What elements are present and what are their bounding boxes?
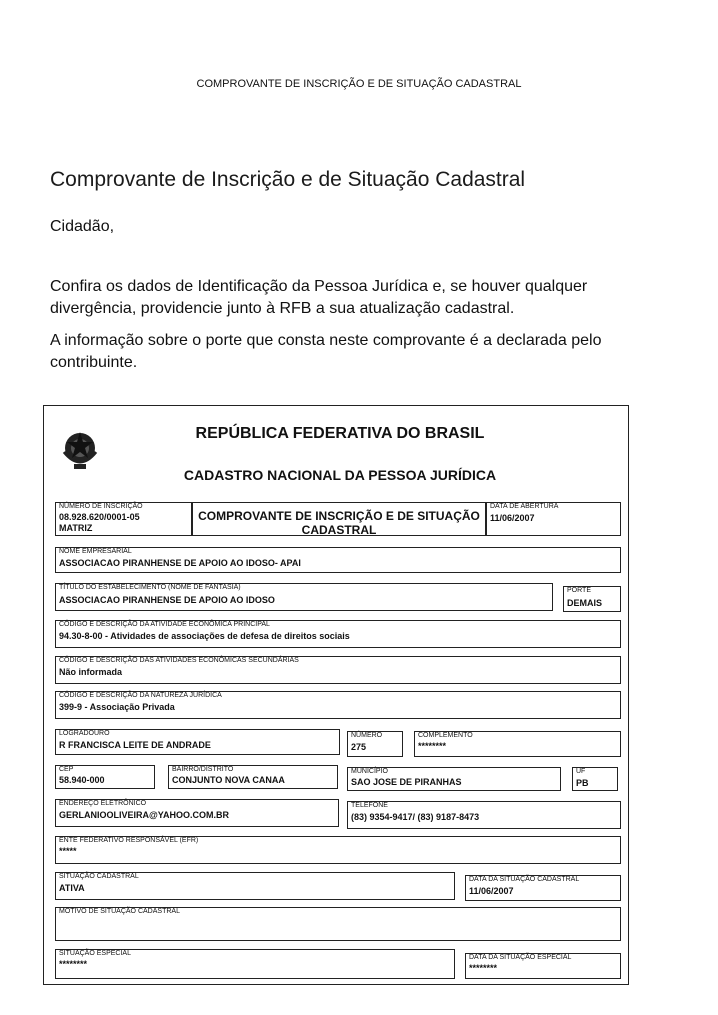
field-label: SITUAÇÃO CADASTRAL [59, 873, 139, 880]
field-label: COMPLEMENTO [418, 732, 473, 739]
field-label: LOGRADOURO [59, 730, 110, 737]
field-label: BAIRRO/DISTRITO [172, 766, 234, 773]
registry-title: CADASTRO NACIONAL DA PESSOA JURÍDICA [183, 467, 497, 483]
field-value: DEMAIS [567, 598, 603, 608]
field-cep [55, 765, 155, 789]
field-uf [572, 767, 618, 791]
field-data-abertura [486, 502, 621, 536]
field-numero [347, 731, 403, 757]
field-municipio [347, 767, 561, 791]
field-value: ******** [469, 963, 498, 973]
field-value: ***** [59, 846, 77, 856]
field-situacao-cadastral [55, 872, 455, 900]
field-logradouro [55, 729, 340, 755]
field-label: PORTE [567, 587, 591, 594]
field-value: SAO JOSE DE PIRANHAS [351, 777, 462, 787]
field-value: CONJUNTO NOVA CANAA [172, 775, 285, 785]
field-value: R FRANCISCA LEITE DE ANDRADE [59, 740, 211, 750]
coat-of-arms-icon [60, 428, 100, 472]
field-label: CÓDIGO E DESCRIÇÃO DA NATUREZA JURÍDICA [59, 692, 222, 699]
field-value: ATIVA [59, 883, 85, 893]
field-label: TÍTULO DO ESTABELECIMENTO (NOME DE FANTASIA) [59, 584, 241, 591]
field-numero-inscricao [55, 502, 192, 536]
field-label: NOME EMPRESARIAL [59, 548, 132, 555]
field-value: Não informada [59, 667, 123, 677]
field-natureza-juridica [55, 691, 621, 719]
field-value: 58.940-000 [59, 775, 105, 785]
doc-title: COMPROVANTE DE INSCRIÇÃO E DE SITUAÇÃO CADASTRAL [198, 509, 480, 537]
field-data-situacao-especial [465, 953, 621, 979]
field-value: ******** [59, 959, 88, 969]
field-value: PB [576, 778, 589, 788]
field-label: DATA DE ABERTURA [490, 503, 559, 510]
field-titulo-estabelecimento [55, 583, 553, 611]
field-label: CEP [59, 766, 74, 773]
field-motivo-situacao [55, 907, 621, 941]
field-nome-empresarial [55, 547, 621, 573]
field-bairro [168, 765, 338, 789]
field-complemento [414, 731, 621, 757]
field-telefone [347, 801, 621, 829]
field-label: NÚMERO [351, 732, 383, 739]
field-value: 399-9 - Associação Privada [59, 702, 175, 712]
field-label: ENTE FEDERATIVO RESPONSÁVEL (EFR) [59, 837, 199, 844]
field-label: DATA DA SITUAÇÃO ESPECIAL [469, 954, 572, 961]
field-atividade-principal [55, 620, 621, 648]
field-label: MUNICÍPIO [351, 768, 388, 775]
field-value: 11/06/2007 [469, 886, 514, 896]
field-label: MOTIVO DE SITUAÇÃO CADASTRAL [59, 908, 180, 915]
field-value-secondary: MATRIZ [59, 523, 93, 533]
field-value: ******** [418, 741, 447, 751]
greeting-text: Cidadão, [50, 218, 115, 235]
field-value: 94.30-8-00 - Atividades de associações de defesa de direitos sociais [59, 631, 350, 641]
field-data-situacao [465, 875, 621, 901]
field-situacao-especial [55, 949, 455, 979]
field-label: CÓDIGO E DESCRIÇÃO DA ATIVIDADE ECONÔMICA PRINCIPAL [59, 621, 270, 628]
republic-title: REPÚBLICA FEDERATIVA DO BRASIL [195, 425, 485, 442]
field-value: ASSOCIACAO PIRANHENSE DE APOIO AO IDOSO- APAI [59, 558, 301, 568]
field-value: 08.928.620/0001-05 [59, 512, 140, 522]
page-title: Comprovante de Inscrição e de Situação Cadastral [50, 168, 526, 191]
porte-notice-paragraph: A informação sobre o porte que consta neste comprovante é a declarada pelo contribuinte. [50, 332, 602, 371]
field-label: TELEFONE [351, 802, 388, 809]
field-value: ASSOCIACAO PIRANHENSE DE APOIO AO IDOSO [59, 595, 275, 605]
field-label: UF [576, 768, 586, 775]
document-header-title: COMPROVANTE DE INSCRIÇÃO E DE SITUAÇÃO CADASTRAL [196, 78, 522, 90]
field-email [55, 799, 339, 827]
field-value: GERLANIOOLIVEIRA@YAHOO.COM.BR [59, 810, 229, 820]
field-value: 11/06/2007 [490, 513, 535, 523]
field-atividades-secundarias [55, 656, 621, 684]
field-porte [563, 586, 621, 612]
doc-title-box [192, 502, 486, 536]
field-label: DATA DA SITUAÇÃO CADASTRAL [469, 876, 580, 883]
field-label: CÓDIGO E DESCRIÇÃO DAS ATIVIDADES ECONÔMICAS SECUNDÁRIAS [59, 657, 299, 664]
field-efr [55, 836, 621, 864]
field-label: NÚMERO DE INSCRIÇÃO [59, 503, 143, 510]
field-label: ENDEREÇO ELETRÔNICO [59, 800, 147, 807]
field-value: (83) 9354-9417/ (83) 9187-8473 [351, 812, 480, 822]
instruction-paragraph: Confira os dados de Identificação da Pessoa Jurídica e, se houver qualquer divergência, providencie junto à RFB a sua atualização cadastral. [50, 278, 588, 317]
field-value: 275 [351, 742, 367, 752]
field-label: SITUAÇÃO ESPECIAL [59, 950, 131, 957]
